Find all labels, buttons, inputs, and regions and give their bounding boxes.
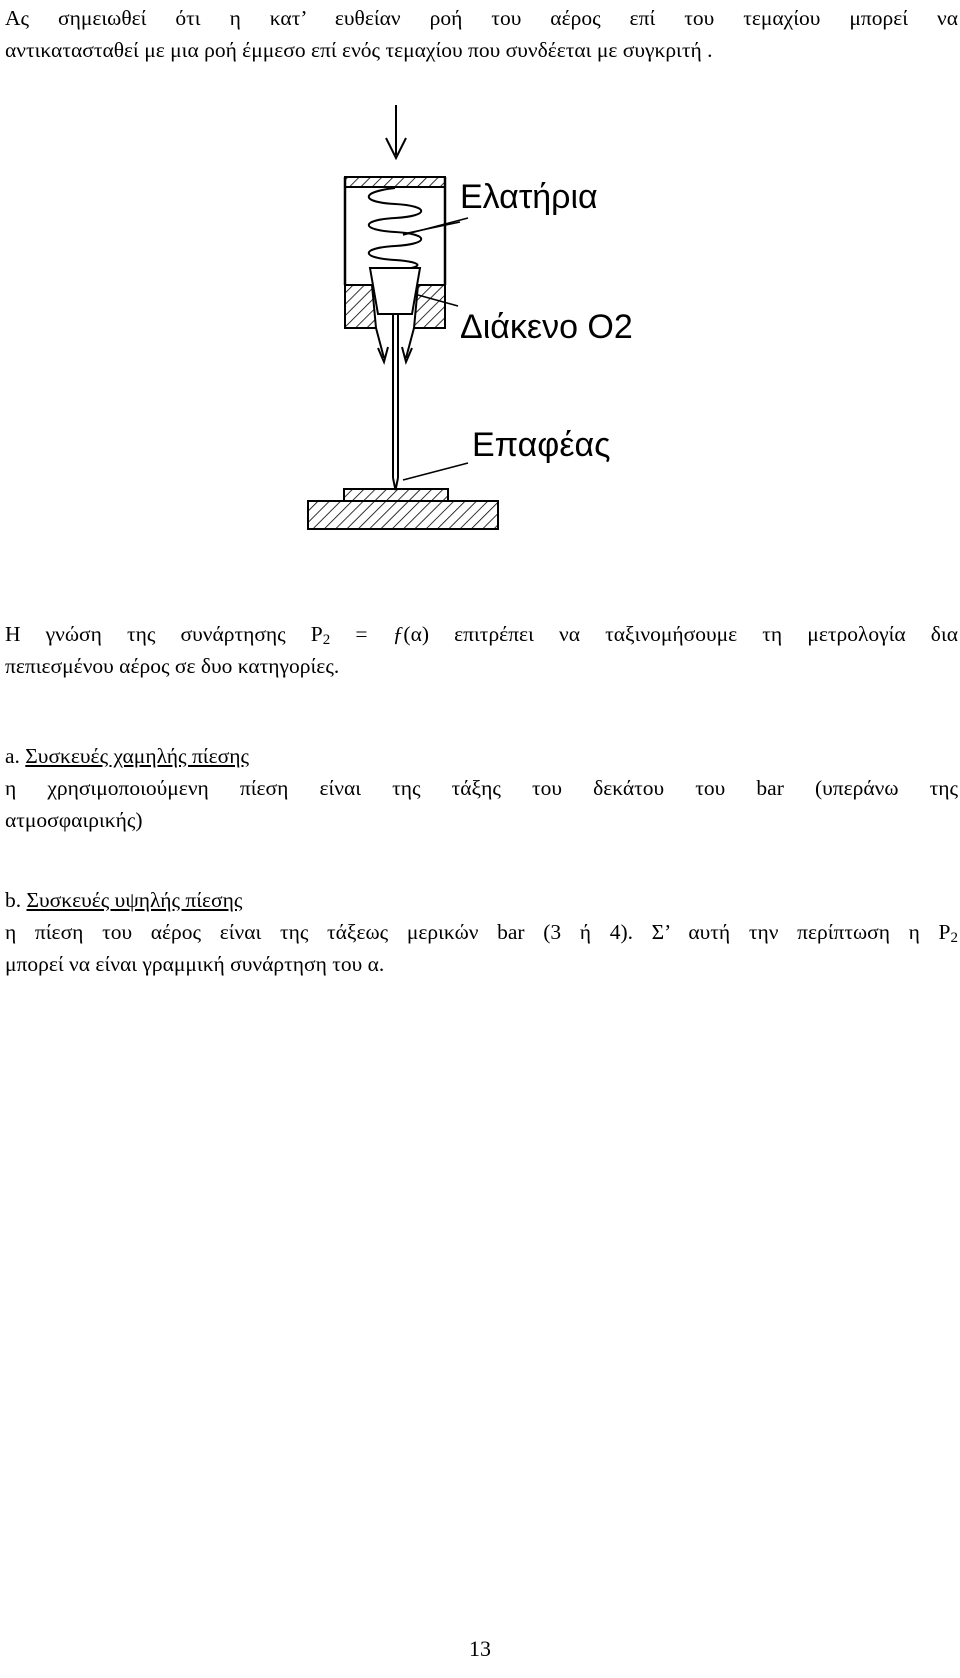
plunger [370, 268, 420, 314]
section-a-heading: Συσκευές χαμηλής πίεσης [25, 744, 249, 768]
function-paragraph [5, 618, 958, 682]
housing-top-cap [345, 177, 445, 187]
function-line-1: Η γνώση της συνάρτησης $P_2$ = ƒ(α) επιτρέπει να ταξινομήσουμε τη μετρολογία δια [5, 622, 958, 648]
function-line-2: πεπιεσμένου αέρος σε δυο κατηγορίες. [5, 654, 340, 678]
section-b-line-1: η πίεση του αέρος είναι της τάξεως μερικών bar (3 ή 4). Σ’ αυτή την περίπτωση η $P_2$ [5, 920, 958, 946]
label-gap: Διάκενο O2 [460, 308, 633, 346]
intro-line-2: αντικατασταθεί με μια ροή έμμεσο επί ενός τεμαχίου που συνδέεται με συγκριτή . [5, 38, 713, 62]
intro-paragraph [5, 2, 958, 66]
nozzle-seat-right [414, 285, 445, 328]
section-b-heading: Συσκευές υψηλής πίεσης [26, 888, 243, 912]
section-b [5, 884, 958, 980]
section-a [5, 740, 958, 836]
spring [369, 188, 422, 270]
air-exhaust-arrows [376, 328, 414, 362]
intro-line-1: Ας σημειωθεί ότι η κατ’ ευθείαν ροή του αέρος επί του τεμαχίου μπορεί να [5, 6, 958, 30]
label-contact: Επαφέας [472, 426, 611, 464]
pneumatic-gauge-diagram [300, 100, 720, 580]
section-a-line-1: η χρησιμοποιούμενη πίεση είναι της τάξης του δεκάτου του bar (υπεράνω της [5, 776, 958, 800]
section-b-line-2: μπορεί να είναι γραμμική συνάρτηση του α. [5, 952, 385, 976]
air-inlet-arrow [386, 105, 406, 158]
section-a-line-2: ατμοσφαιρικής) [5, 808, 143, 832]
label-springs: Ελατήρια [460, 178, 598, 216]
workpiece [344, 489, 448, 501]
page-number: 13 [469, 1636, 491, 1661]
base-table [308, 501, 498, 529]
section-b-heading-line: b. Συσκευές υψηλής πίεσης [5, 888, 243, 912]
nozzle-seat-left [345, 285, 376, 328]
section-a-heading-line: a. Συσκευές χαμηλής πίεσης [5, 744, 249, 768]
